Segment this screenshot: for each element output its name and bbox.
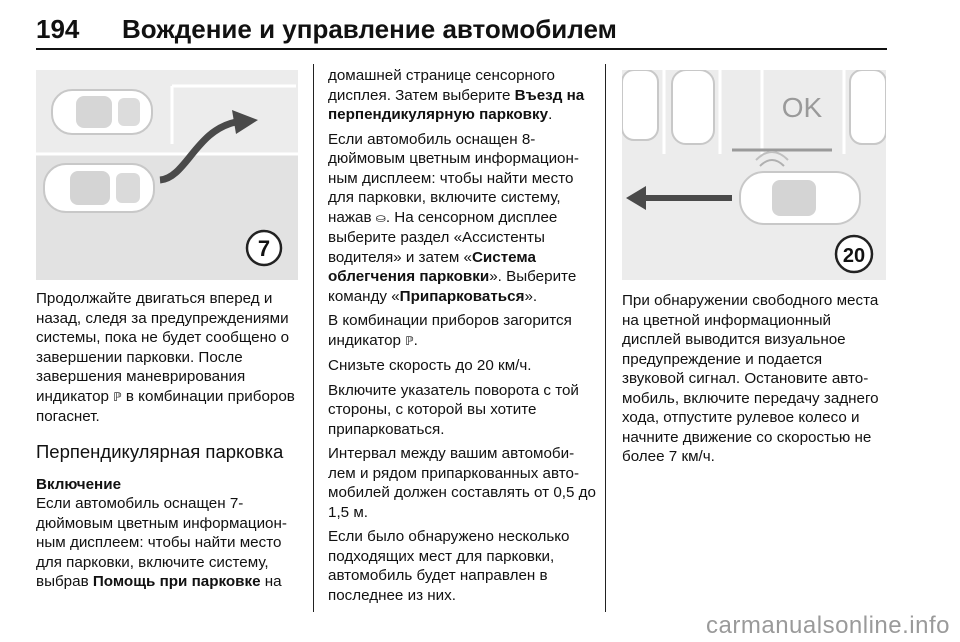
parking-indicator-icon: ℙ xyxy=(405,333,414,348)
column-divider xyxy=(605,64,606,612)
parked-car xyxy=(52,90,152,134)
paragraph: Продолжайте двигаться вперед и назад, следя за предупреждениями системы, пока не будет сообщено о завершении парковки. После завершения маневрирования индикатор ℙ в комбинации приборов погаснет. xyxy=(36,290,295,425)
menu-term: Припарковаться xyxy=(399,287,525,305)
parked-car xyxy=(850,70,886,144)
column-divider xyxy=(313,64,314,612)
subsection-title: Включение xyxy=(36,475,122,493)
paragraph: В комбинации приборов загорится индикатор ℙ. xyxy=(328,312,572,349)
menu-term: Помощь при парковке xyxy=(92,573,261,590)
paragraph: При обнаружении свободного места на цветной информационный дисплей выводится визуальное предупреждение и подается звуковой сигнал. Остановите автомобиль, включите передачу заднего хода, отпустите рулевое колесо и начните движение со скоростью не более 7 км/ч. xyxy=(622,292,879,465)
column-1 xyxy=(36,289,298,597)
column-3 xyxy=(622,291,886,472)
paragraph: Если автомобиль оснащен 8-дюймовым цветным информационным дисплеем: чтобы найти место для парковки, включите систему, нажав ⛀. На сенсорном дисплее выберите раздел «Ассистенты водителя» и затем «Система облегчения парковки». Выберите команду «Припарковаться». xyxy=(328,130,579,305)
parking-figure-left xyxy=(36,70,298,280)
parked-car xyxy=(672,70,714,144)
own-car xyxy=(44,164,154,212)
parking-indicator-icon: ℙ xyxy=(113,389,122,404)
page-header xyxy=(36,12,926,52)
parking-figure-right xyxy=(622,70,886,280)
column-2 xyxy=(328,66,596,610)
ok-label: OK xyxy=(781,92,823,123)
page-title: Вождение и управление автомобилем xyxy=(122,14,617,44)
menu-term: Въезд на перпендикулярную парковку xyxy=(328,86,585,123)
parked-car xyxy=(622,70,658,140)
page-number: 194 xyxy=(36,14,80,44)
paragraph: Интервал между вашим автомобилем и рядом припаркованных автомобилей должен составлять от 0,5 до 1,5 м. xyxy=(328,445,596,521)
figure-number-right: 20 xyxy=(842,245,866,267)
car-settings-icon: ⛀ xyxy=(375,210,386,225)
own-car xyxy=(740,172,860,224)
section-title: Перпендикулярная парковка xyxy=(36,440,284,462)
paragraph: Снизьте скорость до 20 км/ч. xyxy=(328,357,532,374)
paragraph: Если было обнаружено несколько подходящих мест для парковки, автомобиль будет направлен в последнее из них. xyxy=(328,528,570,604)
menu-term: Система облегчения парковки xyxy=(328,248,536,285)
header-rule xyxy=(36,48,887,50)
watermark: carmanualsonline.info xyxy=(706,612,950,639)
paragraph: Если автомобиль оснащен 7-дюймовым цветным информационным дисплеем: чтобы найти место для парковки, включите систему, выбрав Помощь при парковке на xyxy=(36,495,287,590)
figure-number-left: 7 xyxy=(257,236,271,261)
paragraph: Включите указатель поворота с той стороны, с которой вы хотите припарковаться. xyxy=(328,381,579,438)
paragraph: домашней странице сенсорного дисплея. Затем выберите Въезд на перпендикулярную парковку. xyxy=(328,67,585,123)
